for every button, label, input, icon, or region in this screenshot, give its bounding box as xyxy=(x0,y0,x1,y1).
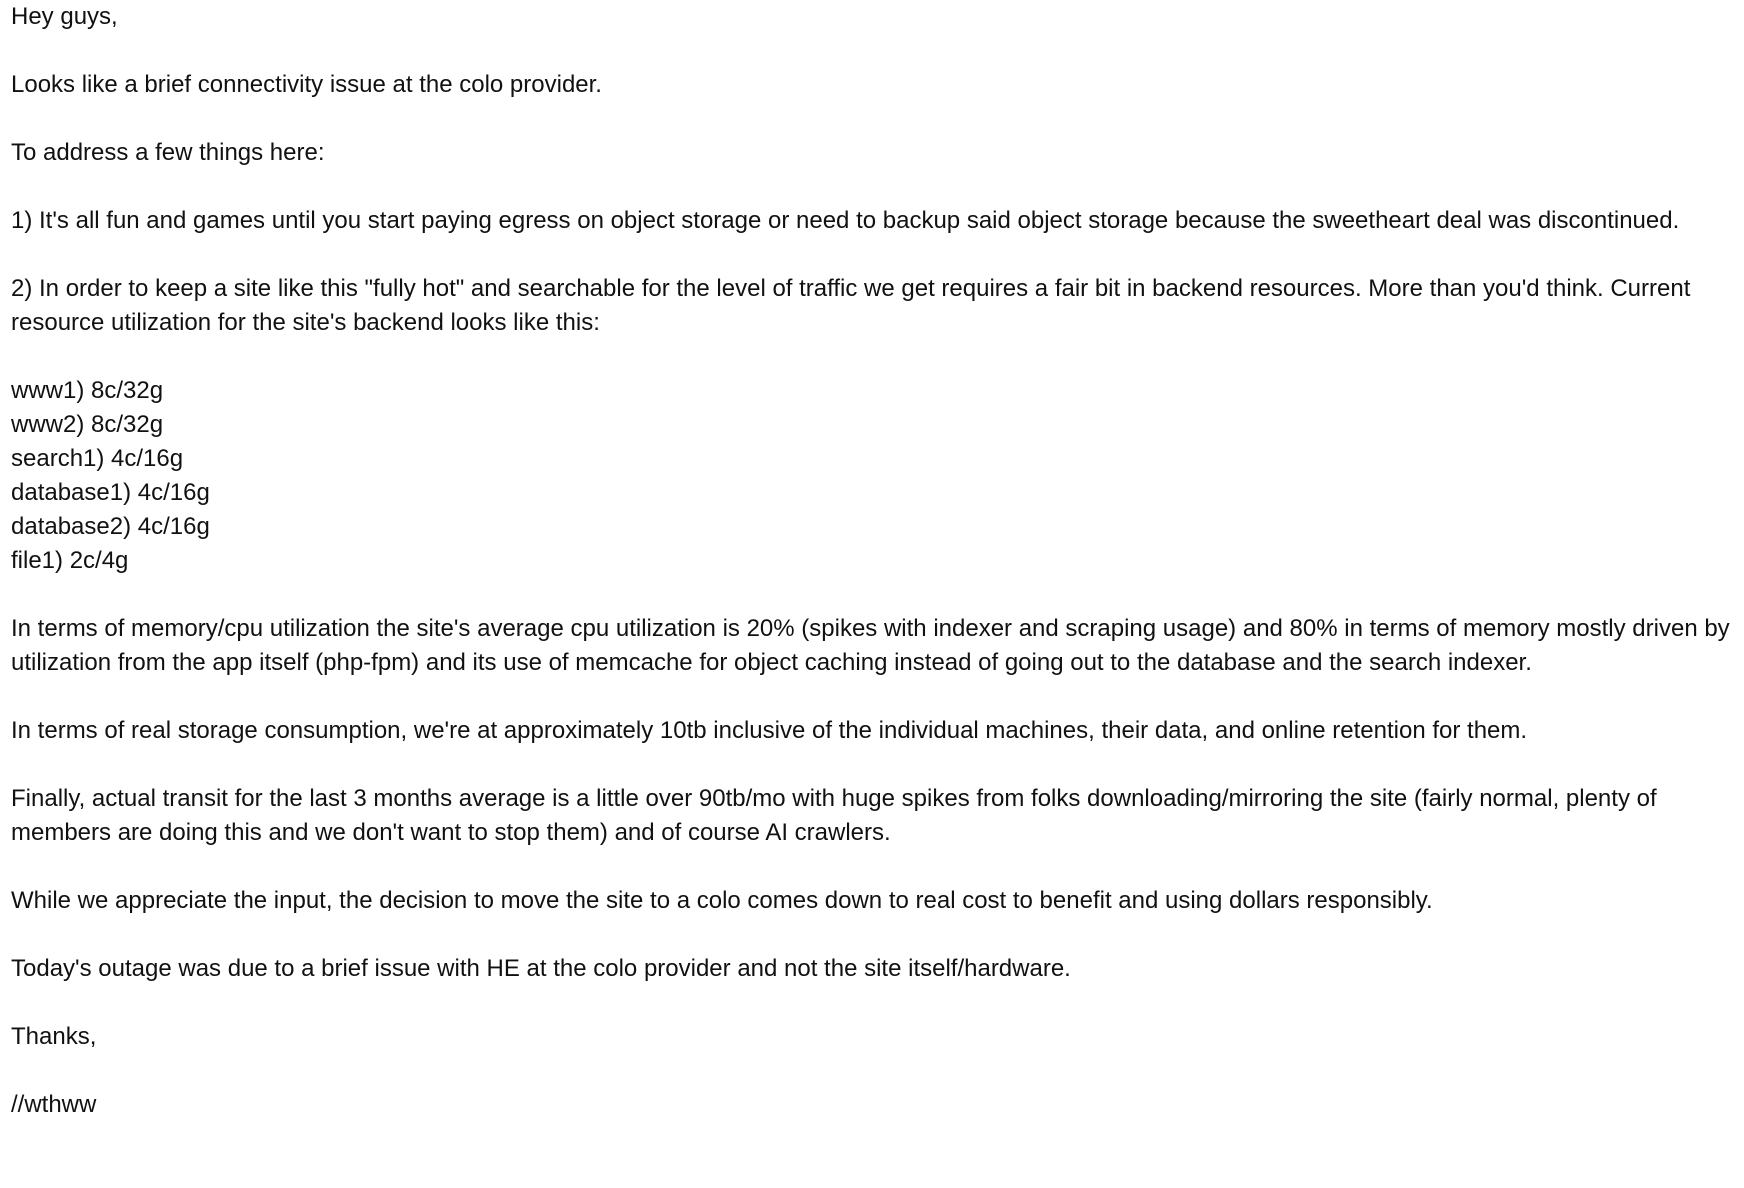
utilization-paragraph: In terms of memory/cpu utilization the site's average cpu utilization is 20% (spikes with indexer and scraping usage) and 80% in terms of memory mostly driven by utilization from the app itself (php-fpm) and its use of memcache for object caching instead of going out to the database and the search indexer. xyxy=(11,615,1730,676)
server-spec-item: database1) 4c/16g xyxy=(11,479,210,506)
server-spec-item: file1) 2c/4g xyxy=(11,547,129,574)
storage-paragraph: In terms of real storage consumption, we're at approximately 10tb inclusive of the individual machines, their data, and online retention for them. xyxy=(11,717,1528,744)
decision-paragraph: While we appreciate the input, the decision to move the site to a colo comes down to real cost to benefit and using dollars responsibly. xyxy=(11,887,1433,914)
server-spec-item: www2) 8c/32g xyxy=(11,411,164,438)
point-2-paragraph: 2) In order to keep a site like this "fully hot" and searchable for the level of traffic we get requires a fair bit in backend resources. More than you'd think. Current resource utilization for the site's backend looks like this: xyxy=(11,275,1691,336)
message-body xyxy=(11,0,1739,1122)
signature: //wthww xyxy=(11,1091,97,1118)
closing: Thanks, xyxy=(11,1023,97,1050)
point-1-paragraph: 1) It's all fun and games until you start paying egress on object storage or need to backup said object storage because the sweetheart deal was discontinued. xyxy=(11,207,1680,234)
server-spec-list xyxy=(11,374,1739,578)
address-paragraph: To address a few things here: xyxy=(11,139,325,166)
outage-paragraph: Today's outage was due to a brief issue with HE at the colo provider and not the site itself/hardware. xyxy=(11,955,1071,982)
transit-paragraph: Finally, actual transit for the last 3 months average is a little over 90tb/mo with huge spikes from folks downloading/mirroring the site (fairly normal, plenty of members are doing this and we don't want to stop them) and of course AI crawlers. xyxy=(11,785,1657,846)
intro-paragraph: Looks like a brief connectivity issue at the colo provider. xyxy=(11,71,602,98)
server-spec-item: www1) 8c/32g xyxy=(11,377,164,404)
greeting: Hey guys, xyxy=(11,3,118,30)
server-spec-item: search1) 4c/16g xyxy=(11,445,184,472)
server-spec-item: database2) 4c/16g xyxy=(11,513,210,540)
